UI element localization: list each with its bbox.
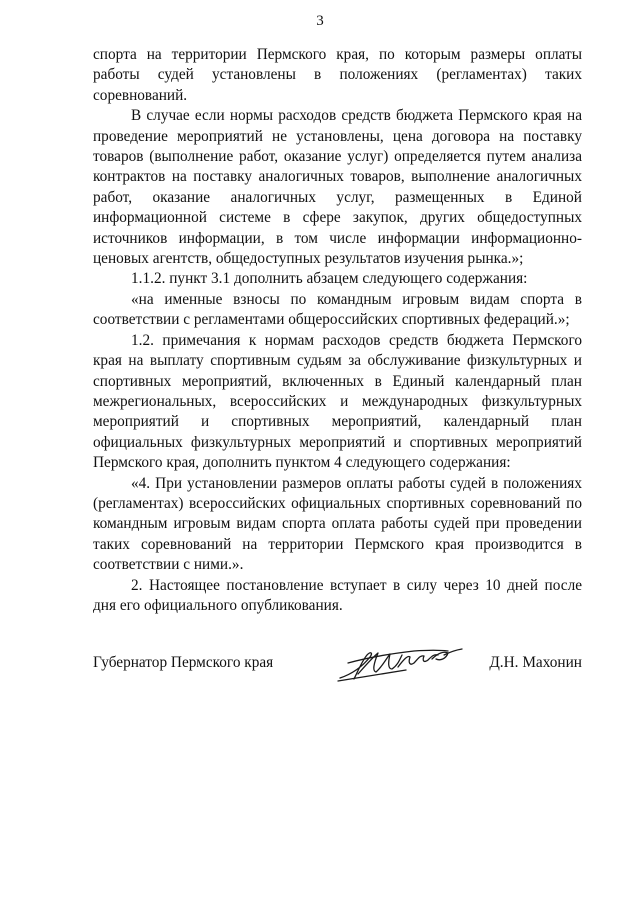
paragraph-item-2: 2. Настоящее постановление вступает в силу через 10 дней после дня его официального опубликования.	[93, 576, 582, 614]
paragraph-item-1-2: 1.2. примечания к нормам расходов средств бюджета Пермского края на выплату спортивным судьям за обслуживание физкультурных и спортивных мероприятий, включенных в Единый календарный план межрегиональных, всероссийских и международных физкультурных мероприятий и спортивных мероприятий, календарный план официальных физкультурных мероприятий и спортивных мероприятий Пермского края, дополнить пунктом 4 следующего содержания:	[93, 331, 582, 472]
signer-name: Д.Н. Махонин	[489, 654, 582, 671]
document-body	[93, 45, 582, 616]
paragraph-procurement-price: В случае если нормы расходов средств бюджета Пермского края на проведение мероприятий не установлены, цена договора на поставку товаров (выполнение работ, оказание услуг) определяется путем анализа контрактов на поставку аналогичных товаров, выполнение аналогичных работ, оказание аналогичных услуг, размещенных в Единой информационной системе в сфере закупок, других общедоступных источников информации, в том числе информации информационно-ценовых агентств, общедоступных результатов изучения рынка.»;	[93, 107, 582, 268]
handwritten-signature	[336, 641, 464, 685]
paragraph-item-1-1-2: 1.1.2. пункт 3.1 дополнить абзацем следующего содержания:	[131, 270, 528, 288]
paragraph-continuation: спорта на территории Пермского края, по которым размеры оплаты работы судей установлены в положениях (регламентах) таких соревнований.	[93, 46, 582, 104]
paragraph-quote-item-4: «4. При установлении размеров оплаты работы судей в положениях (регламентах) всероссийских официальных спортивных соревнований по командным игровым видам спорта оплата работы судей при проведении таких соревнований на территории Пермского края производится в соответствии с ними.».	[93, 474, 582, 574]
signer-title: Губернатор Пермского края	[93, 654, 274, 671]
paragraph-quote-fees: «на именные взносы по командным игровым видам спорта в соответствии с регламентами общероссийских спортивных федераций.»;	[93, 290, 582, 329]
page-number: 3	[316, 13, 324, 29]
signature-block	[93, 641, 582, 685]
